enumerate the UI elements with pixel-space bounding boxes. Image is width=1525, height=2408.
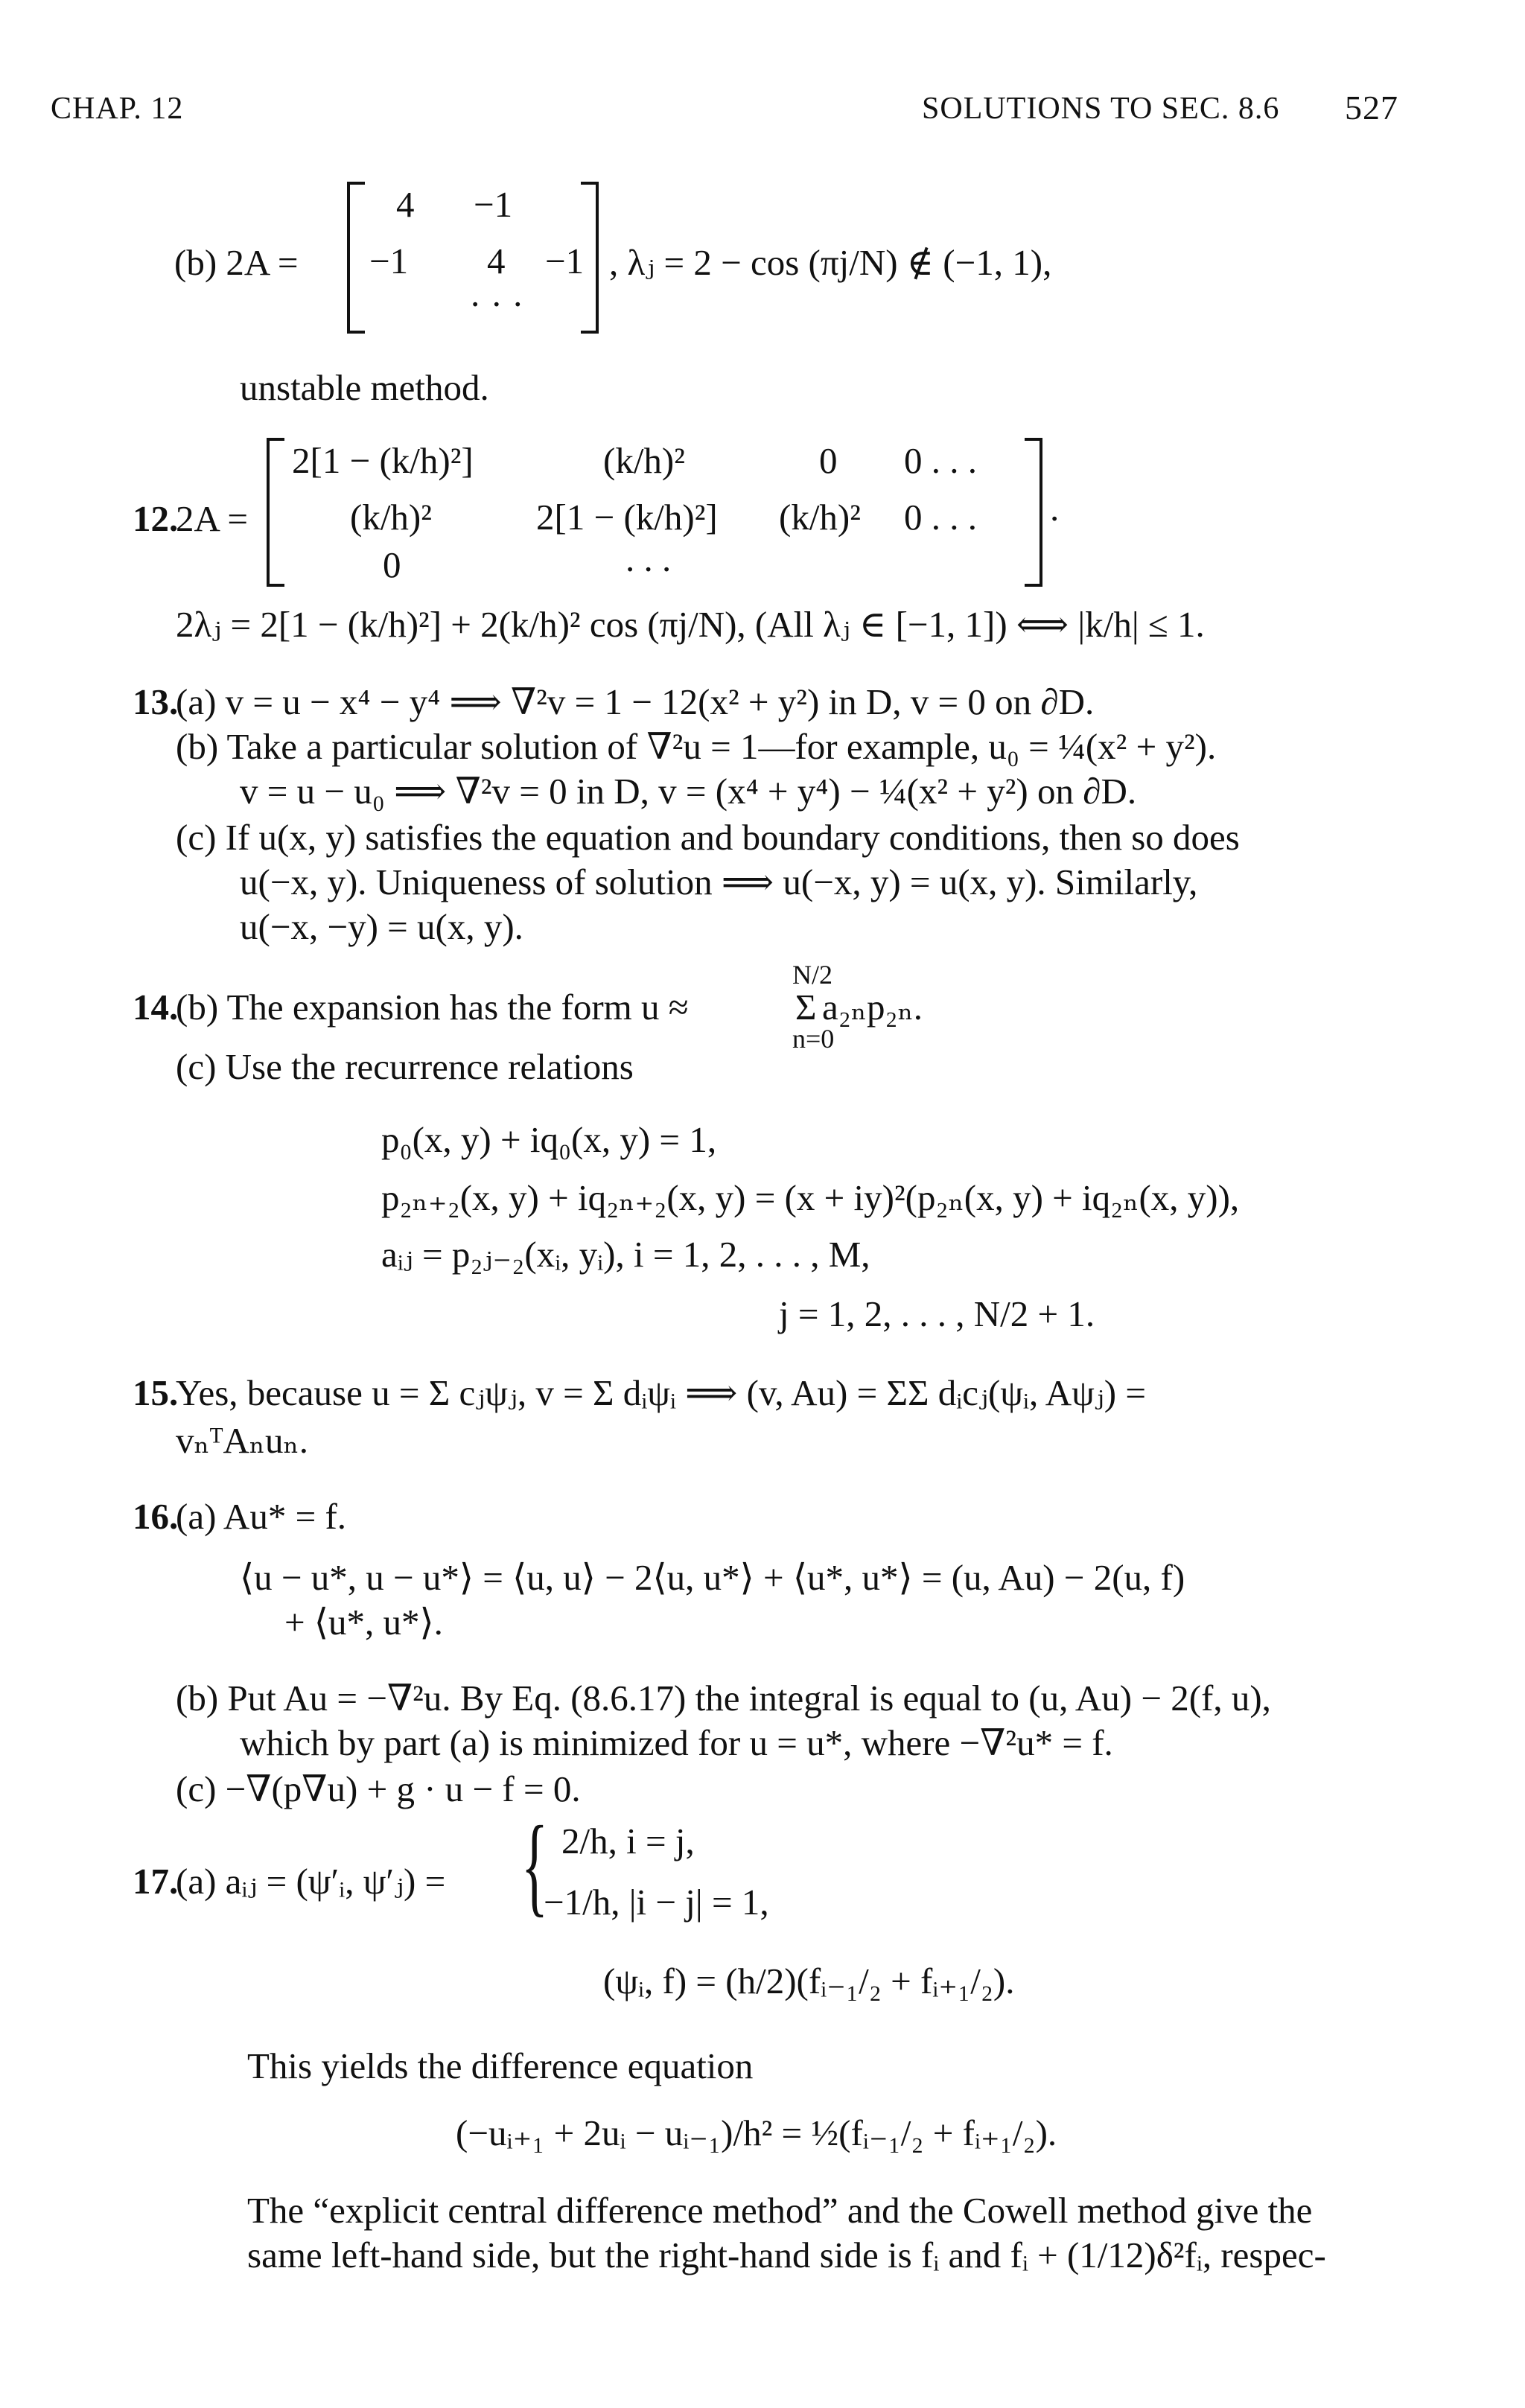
p16-b-line2: which by part (a) is minimized for u = u*, where −∇²u* = f.: [240, 1722, 1113, 1763]
p14-b-tail: a₂ₙp₂ₙ.: [822, 987, 923, 1028]
p14-b: (b) The expansion has the form u ≈: [176, 987, 689, 1028]
p12-right-bracket: [1025, 438, 1042, 587]
item-number-15: 15.: [133, 1372, 179, 1413]
p12-m-r1c1: 2[1 − (k/h)²]: [292, 440, 474, 481]
p17-case-2: −1/h, |i − j| = 1,: [544, 1882, 769, 1923]
p12-m-r2c3: (k/h)²: [779, 497, 861, 538]
p12-m-r1c3: 0: [819, 440, 838, 481]
p13-c-line3: u(−x, −y) = u(x, y).: [240, 906, 523, 947]
p11b-m-r1c2: −1: [474, 184, 513, 225]
p13-c-line1: (c) If u(x, y) satisfies the equation and boundary conditions, then so does: [176, 817, 1240, 858]
p12-m-r2c1: (k/h)²: [350, 497, 432, 538]
p17-text-line2: same left-hand side, but the right-hand side is fᵢ and fᵢ + (1/12)δ²fᵢ, respec-: [247, 2235, 1326, 2275]
p15-line2: vₙᵀAₙuₙ.: [176, 1420, 308, 1461]
p11b-label: (b) 2A =: [174, 242, 299, 283]
p11b-m-r2c3: −1: [545, 241, 585, 281]
p11b-m-r3: · · ·: [469, 284, 524, 325]
p12-m-r3c1: 0: [383, 544, 401, 585]
p16-a: (a) Au* = f.: [176, 1496, 347, 1537]
p11b-note: unstable method.: [240, 367, 489, 408]
item-number-13: 13.: [133, 681, 179, 722]
p12-m-r1c4: 0 . . .: [904, 440, 977, 481]
p11b-m-r1c1: 4: [396, 184, 415, 225]
p13-a: (a) v = u − x⁴ − y⁴ ⟹ ∇²v = 1 − 12(x² + y²) in D, v = 0 on ∂D.: [176, 681, 1095, 722]
page-number: 527: [1345, 89, 1398, 127]
p14-rec-4: j = 1, 2, . . . , N/2 + 1.: [779, 1293, 1095, 1334]
p14-c: (c) Use the recurrence relations: [176, 1046, 634, 1087]
p17-cases-brace: {: [521, 1803, 548, 1927]
item-number-16: 16.: [133, 1496, 179, 1537]
p17-case-1: 2/h, i = j,: [561, 1821, 695, 1861]
p14-rec-3: aᵢⱼ = p₂ⱼ₋₂(xᵢ, yᵢ), i = 1, 2, . . . , M,: [381, 1234, 870, 1275]
p12-eigen-equation: 2λⱼ = 2[1 − (k/h)²] + 2(k/h)² cos (πj/N), (All λⱼ ∈ [−1, 1]) ⟺ |k/h| ≤ 1.: [176, 604, 1205, 645]
p11b-m-r2c2: 4: [487, 241, 506, 281]
p12-label: 2A =: [176, 498, 249, 539]
p16-a-line2: ⟨u − u*, u − u*⟩ = ⟨u, u⟩ − 2⟨u, u*⟩ + ⟨u*, u*⟩ = (u, Au) − 2(u, f): [240, 1557, 1185, 1598]
p14-rec-2: p₂ₙ₊₂(x, y) + iq₂ₙ₊₂(x, y) = (x + iy)²(p₂ₙ(x, y) + iq₂ₙ(x, y)),: [381, 1177, 1240, 1218]
p12-m-r2c4: 0 . . .: [904, 497, 977, 538]
p11b-m-r2c1: −1: [369, 241, 409, 281]
p14-sum-lower: n=0: [792, 1024, 835, 1054]
p11b-eigenvalues: , λⱼ = 2 − cos (πj/N) ∉ (−1, 1),: [609, 242, 1052, 283]
p14-sum-sign: Σ: [795, 987, 817, 1028]
p15-line1: Yes, because u = Σ cⱼψⱼ, v = Σ dᵢψᵢ ⟹ (v, Au) = ΣΣ dᵢcⱼ(ψᵢ, Aψⱼ) =: [176, 1372, 1146, 1413]
item-number-17: 17.: [133, 1861, 179, 1902]
p13-b-line1: (b) Take a particular solution of ∇²u = 1—for example, u₀ = ¼(x² + y²).: [176, 726, 1217, 767]
p12-m-r3c2: . . .: [625, 538, 672, 579]
running-head-chapter: CHAP. 12: [51, 92, 184, 126]
p12-tail: ·: [1048, 498, 1061, 539]
p17-eq2: (ψᵢ, f) = (h/2)(fᵢ₋₁/₂ + fᵢ₊₁/₂).: [603, 1961, 1015, 2001]
p13-c-line2: u(−x, y). Uniqueness of solution ⟹ u(−x, y) = u(x, y). Similarly,: [240, 861, 1198, 902]
p11b-left-bracket: [347, 182, 365, 334]
p12-m-r1c2: (k/h)²: [603, 440, 685, 481]
p17-difference-equation: (−uᵢ₊₁ + 2uᵢ − uᵢ₋₁)/h² = ½(fᵢ₋₁/₂ + fᵢ₊₁/₂).: [456, 2112, 1057, 2153]
running-head-title: SOLUTIONS TO SEC. 8.6: [922, 92, 1280, 126]
p17-yields: This yields the difference equation: [247, 2045, 754, 2086]
p16-c: (c) −∇(p∇u) + g · u − f = 0.: [176, 1768, 581, 1809]
p16-a-line3: + ⟨u*, u*⟩.: [284, 1602, 443, 1643]
p17-text-line1: The “explicit central difference method” and the Cowell method give the: [247, 2190, 1313, 2231]
p12-left-bracket: [267, 438, 284, 587]
p14-sum-upper: N/2: [792, 960, 832, 990]
p16-b-line1: (b) Put Au = −∇²u. By Eq. (8.6.17) the integral is equal to (u, Au) − 2(f, u),: [176, 1678, 1271, 1719]
p12-m-r2c2: 2[1 − (k/h)²]: [536, 497, 718, 538]
p13-b-line2: v = u − u₀ ⟹ ∇²v = 0 in D, v = (x⁴ + y⁴) − ¼(x² + y²) on ∂D.: [240, 771, 1137, 812]
p17-a: (a) aᵢⱼ = (ψ′ᵢ, ψ′ⱼ) =: [176, 1861, 446, 1902]
p14-rec-1: p₀(x, y) + iq₀(x, y) = 1,: [381, 1119, 717, 1160]
item-number-14: 14.: [133, 987, 179, 1028]
item-number-12: 12.: [133, 498, 179, 539]
